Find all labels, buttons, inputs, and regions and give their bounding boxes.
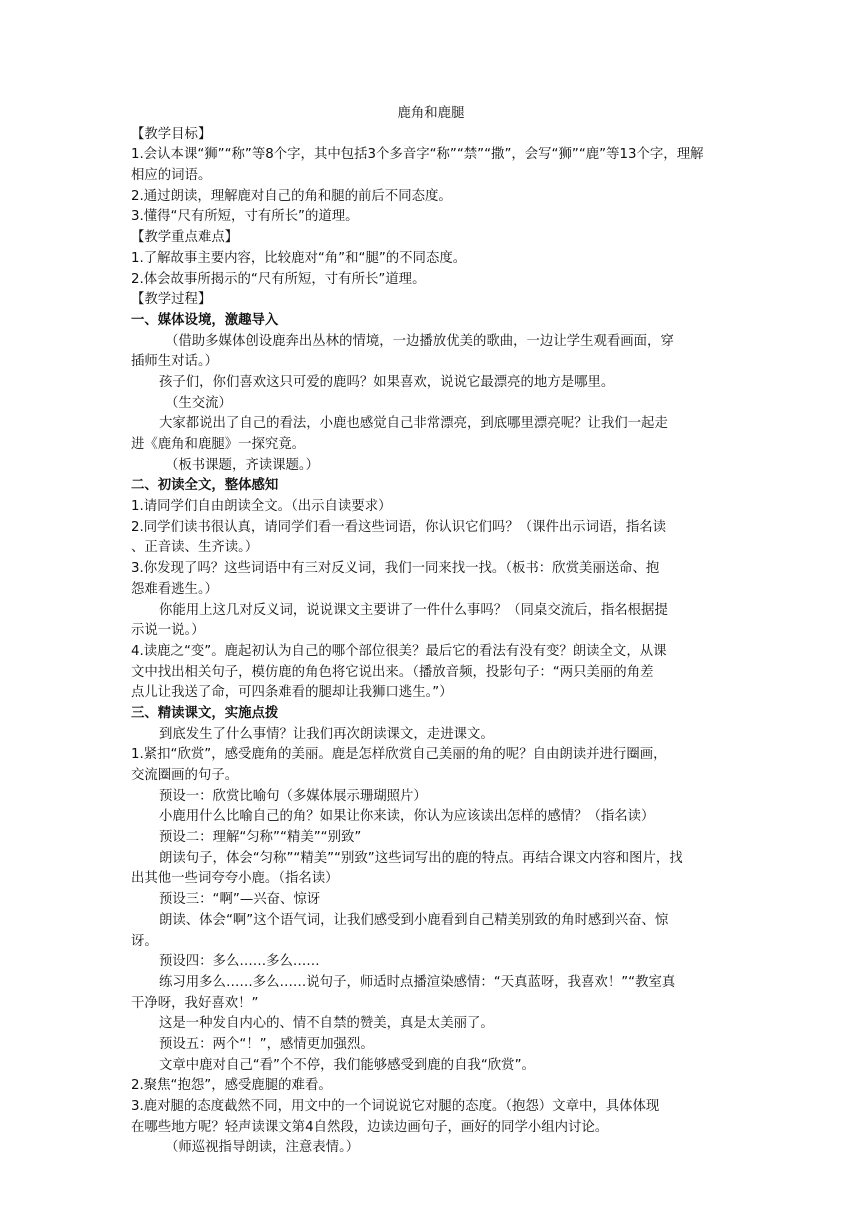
text-line: 练习用多么……多么……说句子，师适时点播渲染感情：“天真蓝呀，我喜欢！”“教室真 — [159, 974, 676, 990]
text-line: 朗读句子，体会“匀称”“精美”“别致”这些词写出的鹿的特点。再结合课文内容和图片，找 — [159, 850, 683, 866]
text-line: 2.通过朗读，理解鹿对自己的角和腿的前后不同态度。 — [131, 188, 452, 204]
text-line: 1.了解故事主要内容，比较鹿对“角”和“腿”的不同态度。 — [131, 250, 467, 266]
text-line: 预设五：两个“！”，感情更加强烈。 — [159, 1036, 374, 1052]
text-line: 出其他一些词夸夸小鹿。（指名读） — [131, 871, 339, 887]
section-heading: 一、媒体设境，激趣导入 — [131, 312, 279, 328]
text-line: （借助多媒体创设鹿奔出丛林的情境，一边播放优美的歌曲，一边让学生观看画面，穿 — [165, 333, 674, 349]
text-line: 1.请同学们自由朗读全文。（出示自读要求） — [131, 499, 392, 515]
text-line: 干净呀，我好喜欢！” — [131, 995, 259, 1011]
text-line: 孩子们，你们喜欢这只可爱的鹿吗？如果喜欢，说说它最漂亮的地方是哪里。 — [159, 374, 615, 390]
text-line: 1.会认本课“狮”“称”等8个字，其中包括3个多音字“称”“禁”“撒”，会写“狮”“鹿”等13个字，理解 — [131, 147, 704, 163]
text-line: 2.同学们读书很认真，请同学们看一看这些词语，你认识它们吗？（课件出示词语，指名读 — [131, 519, 667, 535]
text-line: 、正音读、生齐读。） — [131, 540, 259, 556]
text-line: 2.体会故事所揭示的“尺有所短，寸有所长”道理。 — [131, 271, 426, 287]
text-line: （板书课题，齐读课题。） — [165, 457, 319, 473]
text-line: 【教学重点难点】 — [131, 230, 239, 246]
text-line: 示说一说。） — [131, 623, 205, 639]
text-line: 3.鹿对腿的态度截然不同，用文中的一个词说说它对腿的态度。（抱怨）文章中，具体体现 — [131, 1099, 660, 1114]
text-line: 文中找出相关句子，模仿鹿的角色将它说出来。（播放音频，投影句子：“两只美丽的角差 — [131, 664, 654, 680]
text-line: 预设三：“啊”—兴奋、惊讶 — [159, 892, 321, 908]
text-line: 3.你发现了吗？这些词语中有三对反义词，我们一同来找一找。（板书：欣赏美丽送命、抱 — [131, 561, 660, 577]
text-line: 文章中鹿对自己“看”个不停，我们能够感受到鹿的自我“欣赏”。 — [159, 1057, 535, 1073]
text-line: 大家都说出了自己的看法，小鹿也感觉自己非常漂亮，到底哪里漂亮呢？让我们一起走 — [159, 416, 668, 432]
section-heading: 二、初读全文，整体感知 — [131, 478, 279, 494]
text-line: （师巡视指导朗读，注意表情。） — [165, 1140, 360, 1156]
text-line: 交流圈画的句子。 — [131, 768, 239, 783]
text-line: 预设四：多么……多么…… — [159, 954, 320, 970]
text-line: 预设一：欣赏比喻句（多媒体展示珊瑚照片） — [159, 788, 427, 804]
document-title: 鹿角和鹿腿 — [397, 106, 465, 121]
text-line: 4.读鹿之“变”。鹿起初认为自己的哪个部位很美？最后它的看法有没有变？朗读全文，从课 — [131, 643, 667, 659]
text-line: 朗读、体会“啊”这个语气词，让我们感受到小鹿看到自己精美别致的角时感到兴奋、惊 — [159, 912, 669, 928]
text-line: 2.聚焦“抱怨”，感受鹿腿的难看。 — [131, 1078, 332, 1094]
section-heading: 三、精读课文，实施点拨 — [131, 705, 279, 721]
text-line: 小鹿用什么比喻自己的角？如果让你来读，你认为应该读出怎样的感情？（指名读） — [159, 809, 655, 825]
text-line: 插师生对话。） — [131, 354, 219, 370]
text-line: 这是一种发自内心的、情不自禁的赞美，真是太美丽了。 — [159, 1016, 494, 1032]
text-line: （生交流） — [165, 395, 232, 411]
document-page — [131, 104, 731, 1159]
text-line: 相应的词语。 — [131, 168, 212, 184]
document-body — [131, 125, 731, 1159]
text-line: 预设二：理解“匀称”“精美”“别致” — [159, 830, 362, 846]
text-line: 1.紧扣“欣赏”，感受鹿角的美丽。鹿是怎样欣赏自己美丽的角的呢？自由朗读并进行圈画， — [131, 747, 667, 763]
text-line: 怨难看逃生。） — [131, 581, 219, 597]
text-line: 到底发生了什么事情？让我们再次朗读课文，走进课文。 — [159, 726, 494, 742]
text-line: 【教学目标】 — [131, 126, 212, 142]
text-line: 讶。 — [131, 933, 158, 949]
text-line: 【教学过程】 — [131, 292, 212, 308]
text-line: 你能用上这几对反义词，说说课文主要讲了一件什么事吗？（同桌交流后，指名根据提 — [159, 602, 668, 618]
text-line: 3.懂得“尺有所短，寸有所长”的道理。 — [131, 209, 359, 225]
text-line: 在哪些地方呢？轻声读课文第4自然段，边读边画句子，画好的同学小组内讨论。 — [131, 1119, 609, 1135]
text-line: 点儿让我送了命，可四条难看的腿却让我狮口逃生。”） — [131, 685, 453, 701]
text-line: 进《鹿角和鹿腿》一探究竟。 — [131, 437, 306, 452]
